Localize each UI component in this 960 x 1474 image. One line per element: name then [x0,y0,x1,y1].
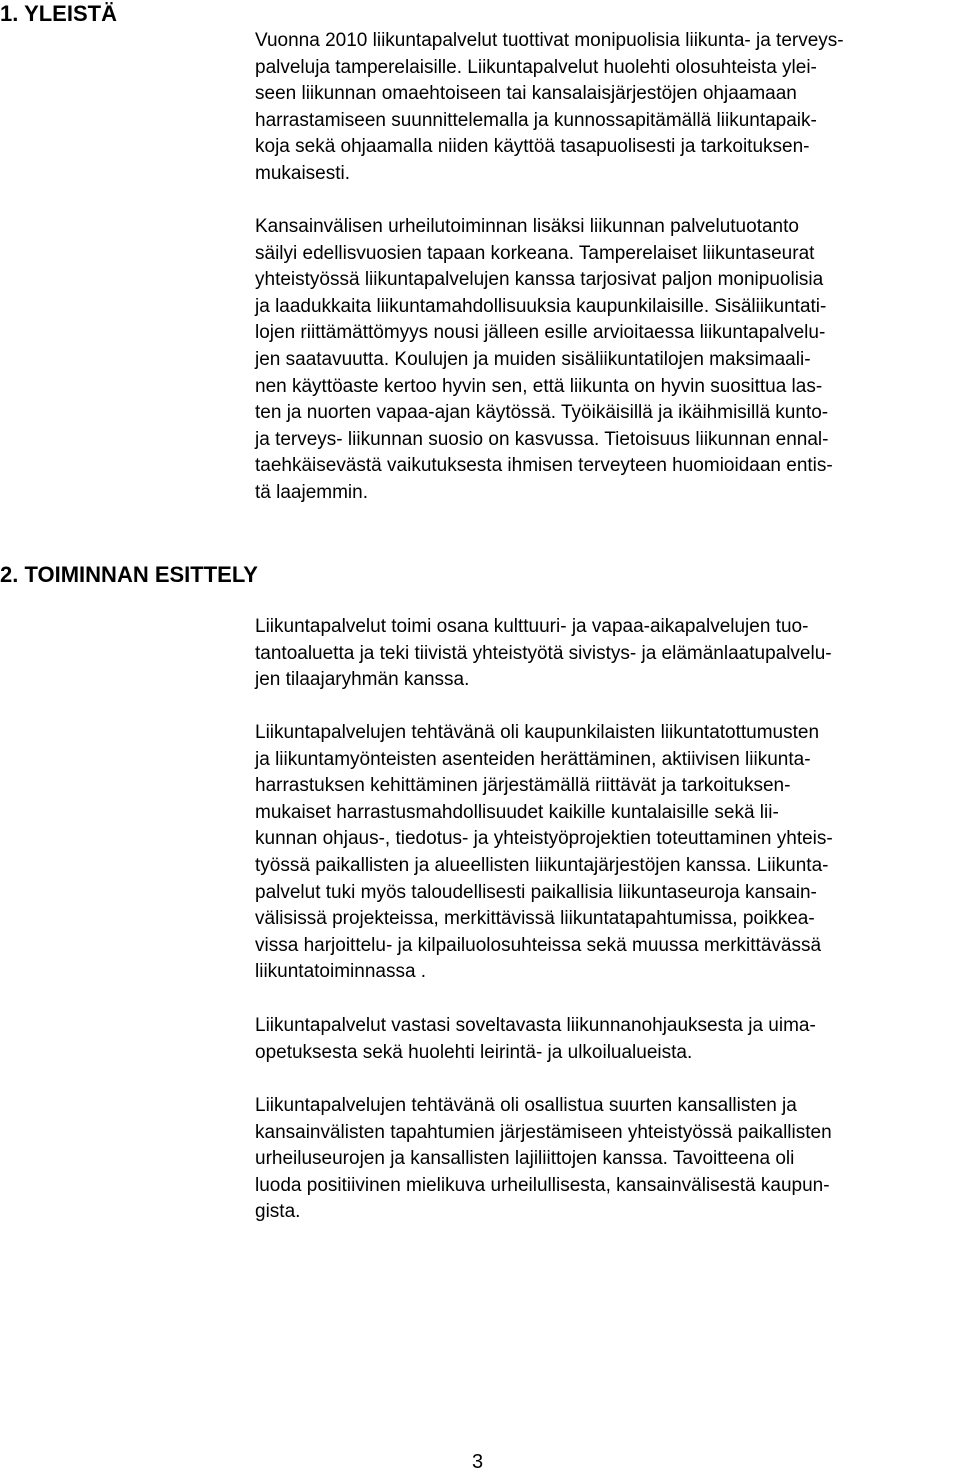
text-line: Liikuntapalvelujen tehtävänä oli kaupunkilaisten liikuntatottumusten [255,722,820,743]
text-line: taehkäisevästä vaikutuksesta ihmisen terveyteen huomioidaan entis- [255,455,833,477]
text-line: luoda positiivinen mielikuva urheilullisesta, kansainvälisestä kaupun- [255,1174,830,1196]
text-line: työssä paikallisten ja alueellisten liikuntajärjestöjen kanssa. Liikunta- [255,855,829,876]
section-2-heading: 2. TOIMINNAN ESITTELY [0,562,258,587]
text-line: yhteistyössä liikuntapalvelujen kanssa tarjosivat paljon monipuolisia [255,269,824,291]
text-line: jen tilaajaryhmän kanssa. [255,669,470,691]
text-line: ja liikuntamyönteisten asenteiden herättäminen, aktiivisen liikunta- [255,748,811,770]
text-line: seen liikunnan omaehtoiseen tai kansalaisjärjestöjen ohjaamaan [255,83,797,105]
text-line: liikuntatoiminnassa . [255,961,427,983]
text-line: harrastuksen kehittäminen järjestämällä riittävät ja tarkoituksen- [255,775,791,797]
text-line: palveluja tamperelaisille. Liikuntapalvelut huolehti olosuhteista ylei- [255,56,817,78]
text-line: koja sekä ohjaamalla niiden käyttöä tasapuolisesti ja tarkoituksen- [255,136,810,158]
text-line: gista. [255,1201,301,1223]
text-line: kansainvälisten tapahtumien järjestämiseen yhteistyössä paikallisten [255,1121,832,1143]
section-1-heading: 1. YLEISTÄ [0,1,117,26]
text-line: mukaisesti. [255,163,351,184]
text-line: ja laadukkaita liikuntamahdollisuuksia kaupunkilaisille. Sisäliikuntati- [255,295,827,317]
text-line: Vuonna 2010 liikuntapalvelut tuottivat monipuolisia liikunta- ja terveys- [255,30,844,51]
text-line: mukaiset harrastusmahdollisuudet kaikille kuntalaisille sekä lii- [255,801,779,823]
text-line: jen saatavuutta. Koulujen ja muiden sisäliikuntatilojen maksimaali- [255,349,811,370]
text-line: ten ja nuorten vapaa-ajan käytössä. Työikäisillä ja ikäihmisillä kunto- [255,402,829,424]
text-line: vissa harjoittelu- ja kilpailuolosuhteissa sekä muussa merkittävässä [255,934,822,956]
text-line: lojen riittämättömyys nousi jälleen esille arvioitaessa liikuntapalvelu- [255,322,826,344]
text-line: Liikuntapalvelut toimi osana kulttuuri- ja vapaa-aikapalvelujen tuo- [255,616,809,637]
text-line: nen käyttöaste kertoo hyvin sen, että liikunta on hyvin suosittua las- [255,375,823,397]
text-line: tä laajemmin. [255,482,368,503]
page-number: 3 [472,1451,484,1473]
text-line: palvelut tuki myös taloudellisesti paikallisia liikuntaseuroja kansain- [255,881,817,903]
text-line: ja terveys- liikunnan suosio on kasvussa. Tietoisuus liikunnan ennal- [255,428,829,450]
text-line: tantoaluetta ja teki tiivistä yhteistyötä sivistys- ja elämänlaatupalvelu- [255,642,832,664]
text-line: Liikuntapalvelut vastasi soveltavasta liikunnanohjauksesta ja uima- [255,1015,816,1036]
text-line: Liikuntapalvelujen tehtävänä oli osallistua suurten kansallisten ja [255,1095,797,1116]
text-line: harrastamiseen suunnittelemalla ja kunnossapitämällä liikuntapaik- [255,109,817,131]
text-line: Kansainvälisen urheilutoiminnan lisäksi liikunnan palvelutuotanto [255,216,799,237]
text-line: kunnan ohjaus-, tiedotus- ja yhteistyöprojektien toteuttaminen yhteis- [255,828,833,850]
text-line: opetuksesta sekä huolehti leirintä- ja ulkoilualueista. [255,1041,693,1063]
text-line: urheiluseurojen ja kansallisten lajiliittojen kanssa. Tavoitteena oli [255,1148,795,1170]
text-line: välisissä projekteissa, merkittävissä liikuntatapahtumissa, poikkea- [255,908,815,930]
text-line: säilyi edellisvuosien tapaan korkeana. Tamperelaiset liikuntaseurat [255,242,815,264]
